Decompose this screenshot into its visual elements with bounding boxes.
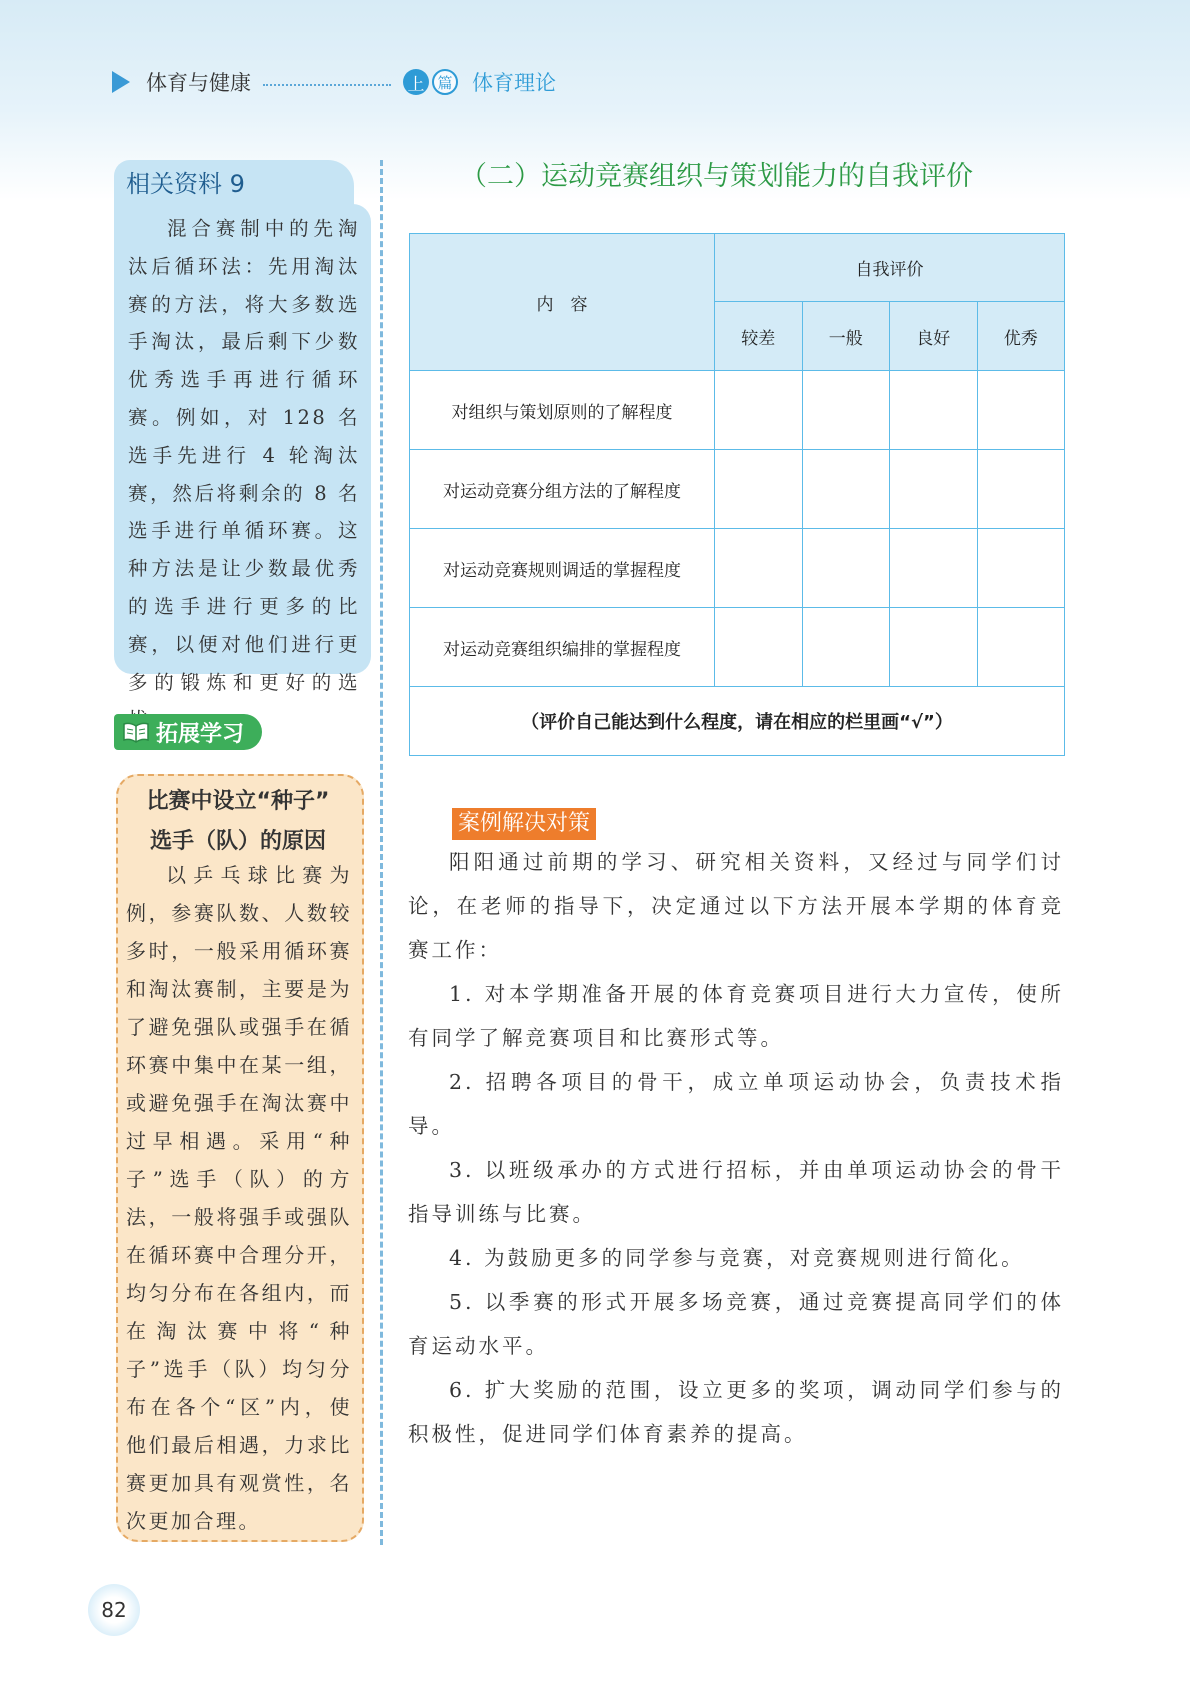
case-paragraph: 1. 对本学期准备开展的体育竞赛项目进行大力宣传，使所有同学了解竞赛项目和比赛形式等。 (408, 982, 1064, 1050)
ref-box-title: 相关资料 9 (126, 170, 245, 198)
row-label: 对运动竞赛规则调适的掌握程度 (410, 529, 715, 608)
book-title: 体育与健康 (146, 71, 251, 95)
level-header: 优秀 (977, 302, 1065, 371)
rating-cell[interactable] (802, 529, 890, 608)
level-header: 良好 (890, 302, 978, 371)
self-evaluation-table (409, 233, 1065, 756)
rating-cell[interactable] (802, 371, 890, 450)
row-label: 对运动竞赛组织编排的掌握程度 (410, 608, 715, 687)
rating-cell[interactable] (715, 371, 803, 450)
case-badge: 案例解决对策 (452, 808, 596, 840)
rating-cell[interactable] (977, 529, 1065, 608)
table-row (410, 529, 1065, 608)
case-paragraph: 6. 扩大奖励的范围，设立更多的奖项，调动同学们参与的积极性，促进同学们体育素养的提高。 (408, 1378, 1064, 1446)
extend-title-line1: 比赛中设立“种子” (146, 789, 330, 814)
rating-cell[interactable] (890, 371, 978, 450)
case-paragraph: 3. 以班级承办的方式进行招标，并由单项运动协会的骨干指导训练与比赛。 (408, 1158, 1064, 1226)
extend-title-line2: 选手（队）的原因 (149, 829, 326, 854)
part-badge-2: 篇 (432, 69, 458, 95)
part-name: 体育理论 (472, 71, 556, 95)
row-label: 对组织与策划原则的了解程度 (410, 371, 715, 450)
rating-cell[interactable] (977, 608, 1065, 687)
page-number: 82 (88, 1584, 140, 1636)
rating-cell[interactable] (890, 608, 978, 687)
row-label: 对运动竞赛分组方法的了解程度 (410, 450, 715, 529)
column-divider (380, 160, 383, 1545)
table-row (410, 371, 1065, 450)
table-note: （评价自己能达到什么程度，请在相应的栏里画“√”） (410, 687, 1065, 756)
rating-cell[interactable] (890, 529, 978, 608)
extend-learning-badge (114, 714, 262, 750)
rating-cell[interactable] (890, 450, 978, 529)
running-header (112, 62, 556, 102)
extend-text (126, 856, 352, 1540)
section-heading: （二）运动竞赛组织与策划能力的自我评价 (460, 161, 973, 192)
rating-cell[interactable] (715, 450, 803, 529)
dotted-leader (263, 84, 391, 86)
ref-box-text: 混合赛制中的先淘汰后循环法：先用淘汰赛的方法，将大多数选手淘汰，最后剩下少数优秀选手再进行循环赛。例如，对 128 名选手先进行 4 轮淘汰赛，然后将剩余的 8 名选手进行单循环赛。这种方法是让少数最优秀的选手进行更多的比赛，以便对他们进行更多的锻炼和更好的选 (128, 217, 360, 694)
part-badge-1: 上 (403, 69, 429, 95)
rating-cell[interactable] (715, 608, 803, 687)
eval-header: 自我评价 (715, 234, 1065, 302)
open-book-icon (122, 721, 150, 743)
play-arrow-icon (112, 71, 130, 93)
extend-paragraph: 以乒乓球比赛为例，参赛队数、人数较多时，一般采用循环赛和淘汰赛制，主要是为了避免强队或强手在循环赛中集中在某一组，或避免强手在淘汰赛中过早相遇。采用“种子”选手（队）的方法，一般将强手或强队在循环赛中合理分开，均匀分布在各组内，而在淘汰赛中将“种子”选手（队）均匀分布在各个“区”内，使他们最后相遇，力求比赛更加具有观赏性，名次更加合理。 (126, 863, 352, 1533)
case-paragraph: 2. 招聘各项目的骨干，成立单项运动协会，负责技术指导。 (408, 1070, 1064, 1138)
table-row (410, 450, 1065, 529)
level-header: 较差 (715, 302, 803, 371)
case-paragraph: 4. 为鼓励更多的同学参与竞赛，对竞赛规则进行简化。 (449, 1246, 1025, 1270)
case-body (408, 840, 1064, 1456)
level-header: 一般 (802, 302, 890, 371)
rating-cell[interactable] (715, 529, 803, 608)
table-row (410, 608, 1065, 687)
case-paragraph: 阳阳通过前期的学习、研究相关资料，又经过与同学们讨论，在老师的指导下，决定通过以下方法开展本学期的体育竞赛工作： (408, 850, 1064, 962)
extend-learning-label: 拓展学习 (156, 721, 245, 747)
content-header: 内 容 (410, 234, 715, 371)
rating-cell[interactable] (802, 608, 890, 687)
case-paragraph: 5. 以季赛的形式开展多场竞赛，通过竞赛提高同学们的体育运动水平。 (408, 1290, 1064, 1358)
extend-title (118, 782, 358, 862)
rating-cell[interactable] (977, 371, 1065, 450)
rating-cell[interactable] (977, 450, 1065, 529)
rating-cell[interactable] (802, 450, 890, 529)
